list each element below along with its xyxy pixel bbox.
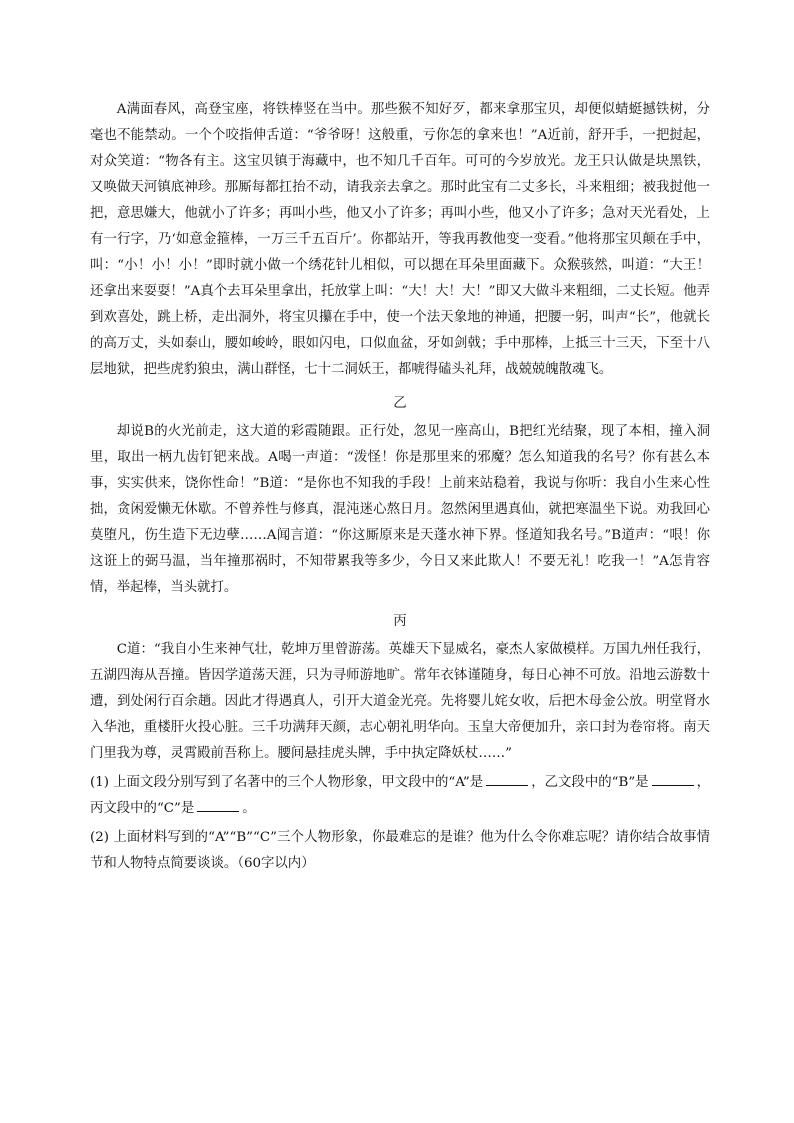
question-1-part-d: 。 xyxy=(242,801,256,816)
question-1-part-b: ，乙文段中的“B”是 xyxy=(531,775,649,790)
answer-blank-c[interactable] xyxy=(197,799,239,812)
passage-bing-text: C道：“我自小生来神气壮，乾坤万里曾游荡。英雄天下显威名，豪杰人家做模样。万国九州任我行，五湖四海从吾撞。皆因学道荡天涯，只为寻师游地旷。常年衣钵谨随身，每日心神不可放。沿地云游数十遭，到处闲行百余趟。因此才得遇真人，引开大道金光亮。先将婴儿姹女收，后把木母金公放。明堂肾水入华池，重楼肝火投心脏。三千功满拜天颜，志心朝礼明华向。玉皇大帝便加升，亲口封为卷帘将。南天门里我为尊，灵霄殿前吾称上。腰间悬挂虎头牌，手中执定降妖杖……” xyxy=(90,642,710,761)
document-body xyxy=(90,97,710,877)
question-1 xyxy=(90,770,710,822)
passage-yi-text: 却说B的火光前走，这大道的彩霞随跟。正行处，忽见一座高山，B把红光结聚，现了本相，撞入洞里，取出一柄九齿钉钯来战。A喝一声道：“泼怪！你是那里来的邪魔？怎么知道我的名号？你有甚么本事，实实供来，饶你性命！”B道：“是你也不知我的手段！上前来站稳着，我说与你听：我自小生来心性拙，贪闲爱懒无休歇。不曾养性与修真，混沌迷心熬日月。忽然闲里遇真仙，就把寒温坐下说。劝我回心莫堕凡，伤生造下无边孽……A闻言道：“你这厮原来是天蓬水神下界。怪道知我名号。”B道声：“哏！你这诳上的弼马温，当年撞那祸时，不知带累我等多少，今日又来此欺人！不要无礼！吃我一！”A怎肯容情，举起棒，当头就打。 xyxy=(90,424,710,595)
question-2: (2) 上面材料写到的“A”“B”“C”三个人物形象，你最难忘的是谁？他为什么令你难忘呢？请你结合故事情节和人物特点简要谈谈。（60字以内） xyxy=(90,830,710,871)
answer-blank-b[interactable] xyxy=(652,773,694,786)
question-1-part-c: ，丙文段中的“C”是 xyxy=(90,775,710,816)
answer-blank-a[interactable] xyxy=(486,773,528,786)
passage-bing-heading: 丙 xyxy=(393,614,407,629)
passage-yi-heading: 乙 xyxy=(393,396,407,411)
passage-jia-text: A满面春风，高登宝座，将铁棒竖在当中。那些猴不知好歹，都来拿那宝贝，却便似蜻蜓撼铁树，分毫也不能禁动。一个个咬指伸舌道：“爷爷呀！这般重，亏你怎的拿来也！”A近前，舒开手，一把挝起，对众笑道：“物各有主。这宝贝镇于海藏中，也不知几千百年。可可的今岁放光。龙王只认做是块黑铁，又唤做天河镇底神珍。那厮每都扛抬不动，请我亲去拿之。那时此宝有二丈多长，斗来粗细；被我挝他一把，意思嫌大，他就小了许多；再叫小些，他又小了许多；再叫小些，他又小了许多；急对天光看处，上有一行字，乃‘如意金箍棒，一万三千五百斤’。你都站开，等我再教他变一变看。”他将那宝贝颠在手中，叫：“小！小！小！”即时就小做一个绣花针儿相似，可以揌在耳朵里面藏下。众猴骇然，叫道：“大王！还拿出来耍耍！”A真个去耳朵里拿出，托放掌上叫：“大！大！大！”即又大做斗来粗细，二丈长短。他弄到欢喜处，跳上桥，走出洞外，将宝贝攥在手中，使一个法天象地的神通，把腰一躬，叫声“长”，他就长的高万丈，头如泰山，腰如峻岭，眼如闪电，口似血盆，牙如剑戟；手中那棒，上抵三十三天，下至十八层地狱，把些虎豹狼虫，满山群怪，七十二洞妖王，都唬得磕头礼拜，战兢兢魄散魂飞。 xyxy=(90,102,710,377)
question-1-part-a: (1) 上面文段分别写到了名著中的三个人物形象，甲文段中的“A”是 xyxy=(90,775,484,790)
